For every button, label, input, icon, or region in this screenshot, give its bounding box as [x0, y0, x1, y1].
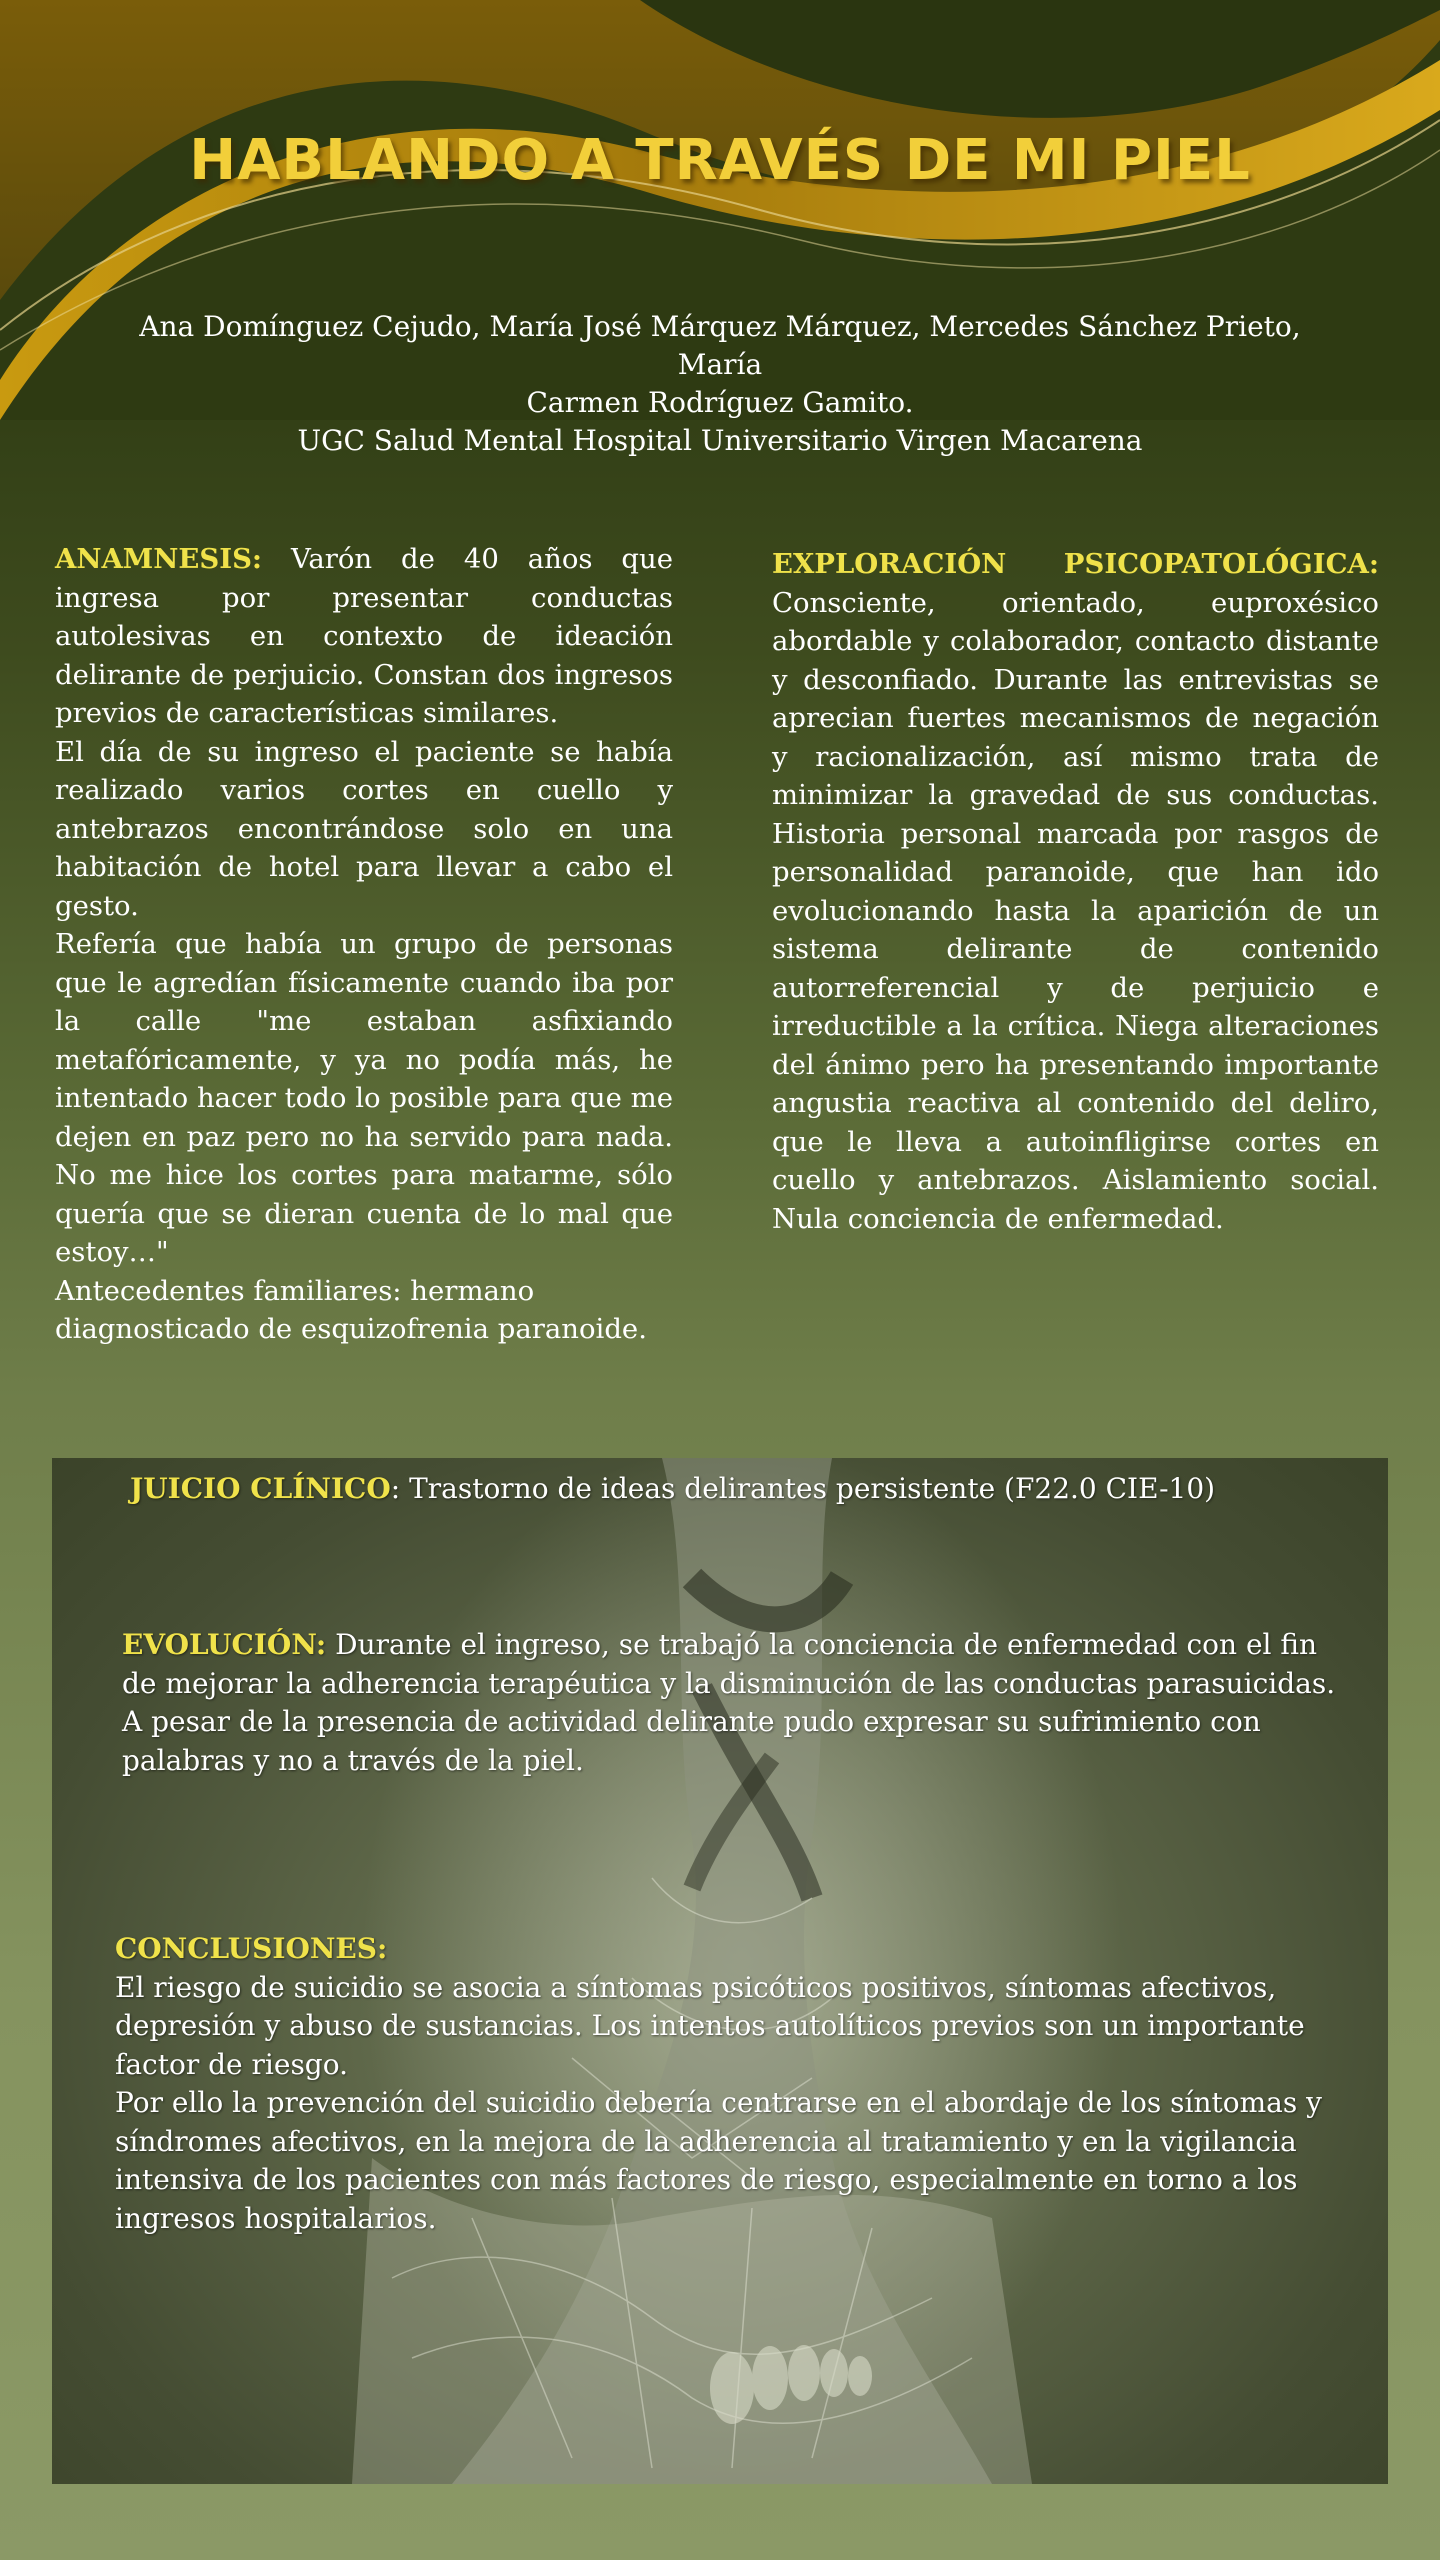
evolucion-heading: EVOLUCIÓN:: [122, 1628, 327, 1661]
exploracion-body: Consciente, orientado, euproxésico abordable y colaborador, contacto distante y desconfiado. Durante las entrevistas se aprecian fuertes mecanismos de negación y racionalización, así mismo trata de minimizar la gravedad de sus conductas. Historia personal marcada por rasgos de personalidad paranoide, que han ido evolucionando hasta la aparición de un sistema delirante de contenido autorreferencial y de perjuicio e irreductible a la crítica. Niega alteraciones del ánimo pero ha presentando importante angustia reactiva al contenido del deliro, que le lleva a autoinfligirse cortes en cuello y antebrazos. Aislamiento social. Nula conciencia de enfermedad.: [772, 586, 1379, 1235]
conclusiones-section: [115, 1930, 1345, 2238]
exploracion-section: [772, 545, 1379, 1238]
juicio-heading: JUICIO CLÍNICO: [130, 1472, 391, 1505]
lower-image-panel: [52, 1458, 1388, 2484]
anamnesis-family-history: Antecedentes familiares: hermano diagnosticado de esquizofrenia paranoide.: [55, 1274, 647, 1345]
anamnesis-intro: Varón de 40 años que ingresa por presentar conductas autolesivas en contexto de ideación delirante de perjuicio. Constan dos ingresos previos de características similares.: [55, 543, 673, 729]
juicio-body: : Trastorno de ideas delirantes persistente (F22.0 CIE-10): [390, 1472, 1216, 1505]
anamnesis-heading: ANAMNESIS:: [55, 543, 263, 575]
anamnesis-paragraph-2: El día de su ingreso el paciente se había realizado varios cortes en cuello y antebrazos encontrándose solo en una habitación de hotel para llevar a cabo el gesto.: [55, 735, 673, 922]
evolucion-body: Durante el ingreso, se trabajó la conciencia de enfermedad con el fin de mejorar la adherencia terapéutica y la disminución de las conductas parasuicidas. A pesar de la presencia de actividad delirante pudo expresar su sufrimiento con palabras y no a través de la piel.: [122, 1628, 1336, 1777]
exploracion-heading: EXPLORACIÓN PSICOPATOLÓGICA:: [772, 548, 1379, 580]
authors-block: [110, 308, 1330, 460]
juicio-clinico-section: [130, 1470, 1330, 1509]
poster-title: HABLANDO A TRAVÉS DE MI PIEL: [189, 128, 1251, 193]
conclusiones-paragraph-1: El riesgo de suicidio se asocia a síntomas psicóticos positivos, síntomas afectivos, depresión y abuso de sustancias. Los intentos autolíticos previos son un importante factor de riesgo.: [115, 1970, 1305, 2081]
anamnesis-paragraph-3: Refería que había un grupo de personas que le agredían físicamente cuando iba por la calle "me estaban asfixiando metafóricamente, y ya no podía más, he intentado hacer todo lo posible para que me dejen en paz pero no ha servido para nada. No me hice los cortes para matarme, sólo quería que se dieran cuenta de lo mal que estoy…": [55, 928, 673, 1268]
conclusiones-heading: CONCLUSIONES:: [115, 1932, 388, 1965]
authors-line-1: Ana Domínguez Cejudo, María José Márquez Márquez, Mercedes Sánchez Prieto, María: [139, 310, 1301, 381]
affiliation: UGC Salud Mental Hospital Universitario Virgen Macarena: [297, 424, 1143, 457]
anamnesis-section: [55, 540, 673, 1349]
conclusiones-paragraph-2: Por ello la prevención del suicidio debería centrarse en el abordaje de los síntomas y síndromes afectivos, en la mejora de la adherencia al tratamiento y en la vigilancia intensiva de los pacientes con más factores de riesgo, especialmente en torno a los ingresos hospitalarios.: [115, 2086, 1322, 2235]
authors-line-2: Carmen Rodríguez Gamito.: [526, 386, 914, 419]
evolucion-section: [122, 1626, 1352, 1780]
